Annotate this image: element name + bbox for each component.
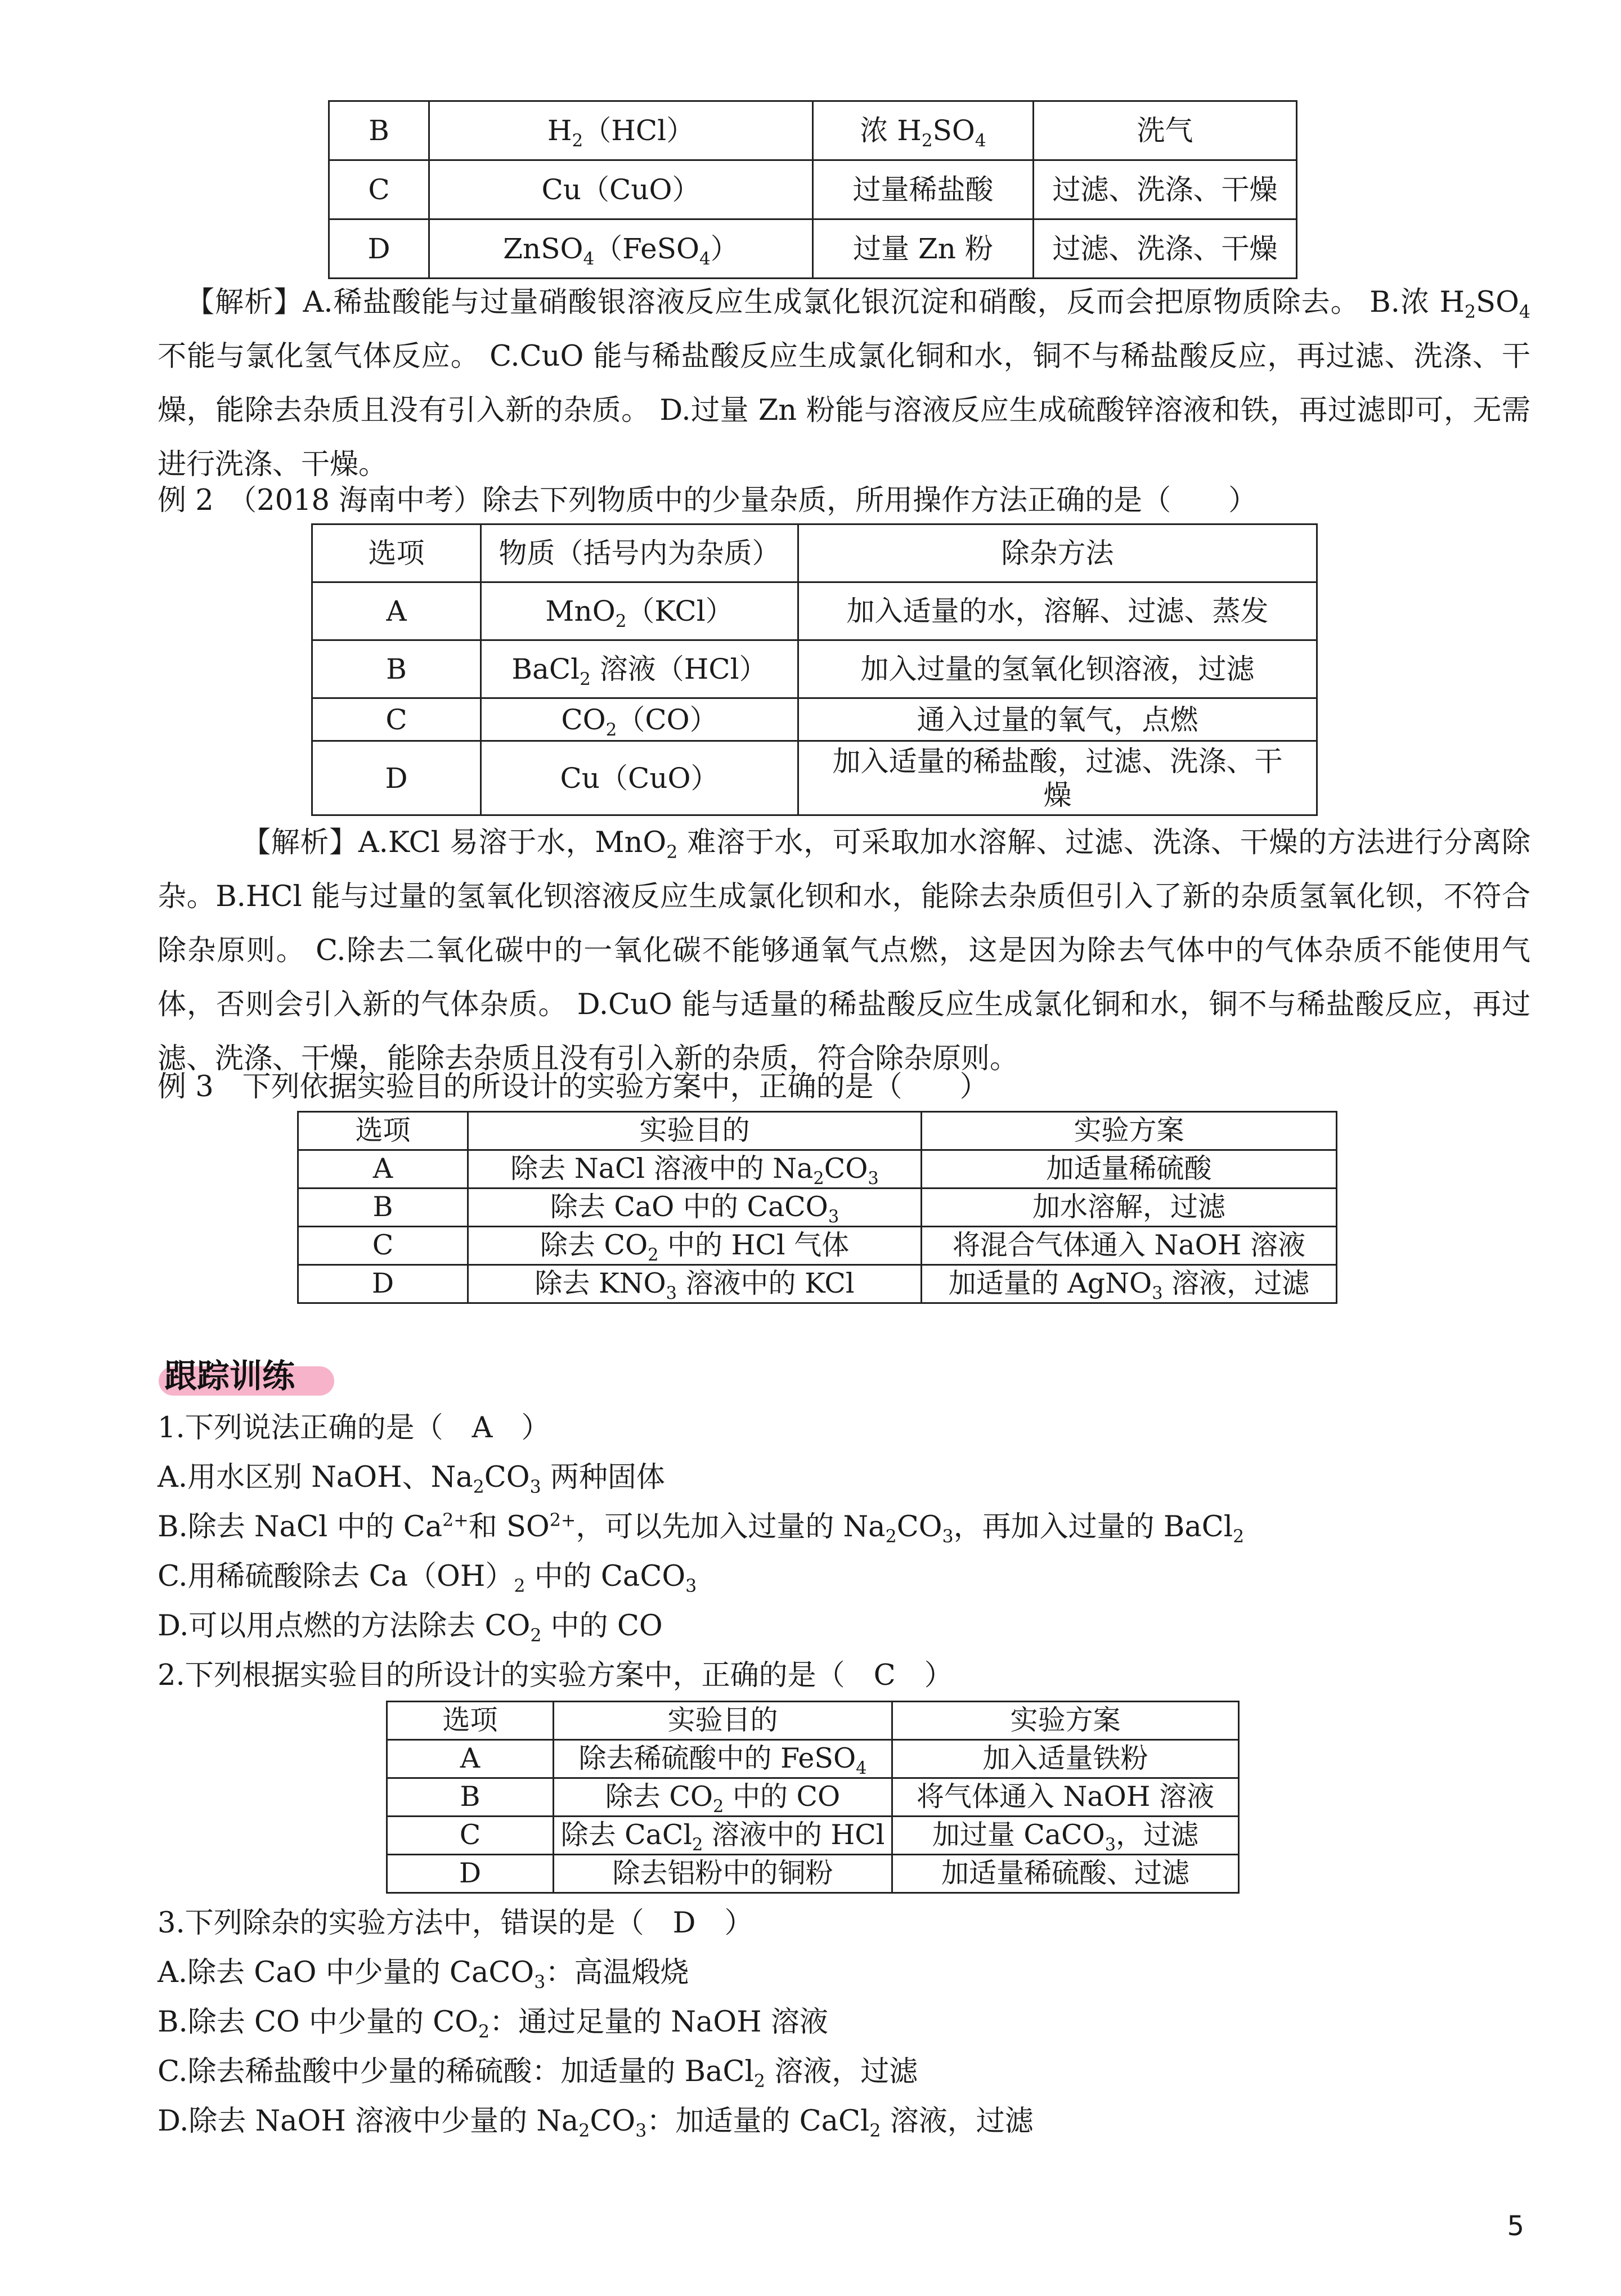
header-cell: 选项	[312, 524, 481, 582]
plan-cell: 将气体通入 NaOH 溶液	[892, 1778, 1239, 1817]
goal-cell: 除去 $CO_2$ 中的 CO	[554, 1778, 892, 1817]
substance-cell: Cu（CuO）	[481, 741, 798, 815]
goal-cell: 除去 $KNO_3$ 溶液中的 KCl	[468, 1265, 922, 1303]
question-1-option-c: C.用稀硫酸除去 $Ca(OH)_2$ 中的 CaCO$_3$	[158, 1560, 697, 1597]
question-3-option-a: A.除去 CaO 中少量的 CaCO$_3$：高温煅烧	[158, 1956, 689, 1993]
option-cell: D	[329, 219, 429, 279]
page-number: 5	[1507, 2210, 1524, 2242]
option-cell: C	[312, 698, 481, 741]
option-cell: D	[387, 1855, 554, 1893]
goal-cell: 除去铝粉中的铜粉	[554, 1855, 892, 1893]
table-row	[329, 160, 1297, 219]
question-1-stem: 1.下列说法正确的是（ A ）	[158, 1411, 550, 1445]
table-row	[298, 1265, 1337, 1303]
plan-cell: 加入适量铁粉	[892, 1740, 1239, 1778]
substance-cell: $CO_2(CO)$	[481, 698, 798, 741]
method-cell: 加入适量的稀盐酸，过滤、洗涤、干燥	[798, 741, 1317, 815]
table-row	[312, 741, 1317, 815]
example-3-question: 例 3 下列依据实验目的所设计的实验方案中，正确的是（ ）	[158, 1070, 989, 1104]
method-cell: 洗气	[1034, 101, 1297, 160]
question-2-table	[386, 1701, 1240, 1894]
option-cell: A	[298, 1150, 468, 1189]
option-cell: D	[312, 741, 481, 815]
header-cell: 除杂方法	[798, 524, 1317, 582]
option-cell: C	[387, 1817, 554, 1855]
example-2-table	[311, 523, 1318, 816]
reagent-cell: 浓 $H_2SO_4$	[813, 101, 1034, 160]
goal-cell: 除去 CaO 中的 CaCO$_3$	[468, 1189, 922, 1227]
option-cell: A	[312, 582, 481, 640]
substance-cell: ZnSO$_4$（FeSO$_4$）	[429, 219, 813, 279]
question-1-option-b: B.除去 NaCl 中的 $Ca^{2+}$和 $SO^{2+}$，可以先加入过量的 $Na_2CO_3$，再加入过量的 BaCl$_2$	[158, 1510, 1245, 1548]
table-row	[298, 1150, 1337, 1189]
goal-cell: 除去 NaCl 溶液中的 $Na_2CO_3$	[468, 1150, 922, 1189]
table-row	[298, 1227, 1337, 1265]
header-cell: 实验目的	[468, 1112, 922, 1150]
question-3-option-b: B.除去 CO 中少量的 $CO_2$：通过足量的 NaOH 溶液	[158, 2006, 828, 2043]
option-cell: B	[387, 1778, 554, 1817]
substance-cell: BaCl$_2$ 溶液（HCl）	[481, 640, 798, 698]
method-cell: 过滤、洗涤、干燥	[1034, 219, 1297, 279]
plan-cell: 加适量的 AgNO$_3$ 溶液，过滤	[922, 1265, 1337, 1303]
substance-cell: $H_2(HCl)$	[429, 101, 813, 160]
method-cell: 加入过量的氢氧化钡溶液，过滤	[798, 640, 1317, 698]
option-cell: A	[387, 1740, 554, 1778]
table-header-row	[298, 1112, 1337, 1150]
table-row	[329, 101, 1297, 160]
question-3-stem: 3.下列除杂的实验方法中，错误的是（ D ）	[158, 1907, 753, 1940]
option-cell: B	[298, 1189, 468, 1227]
option-cell: B	[312, 640, 481, 698]
plan-cell: 加过量 CaCO$_3$，过滤	[892, 1817, 1239, 1855]
table-row	[387, 1855, 1239, 1893]
section-badge	[159, 1355, 334, 1397]
header-cell: 选项	[387, 1702, 554, 1740]
method-cell: 通入过量的氧气，点燃	[798, 698, 1317, 741]
table-header-row	[387, 1702, 1239, 1740]
table-row	[329, 219, 1297, 279]
question-3-option-c: C.除去稀盐酸中少量的稀硫酸：加适量的 BaCl$_2$ 溶液，过滤	[158, 2055, 918, 2092]
question-3-option-d: D.除去 NaOH 溶液中少量的 $Na_2CO_3$：加适量的 CaCl$_2$ 溶液，过滤	[158, 2105, 1034, 2142]
substance-cell: MnO$_2$（KCl）	[481, 582, 798, 640]
header-cell: 实验目的	[554, 1702, 892, 1740]
plan-cell: 将混合气体通入 NaOH 溶液	[922, 1227, 1337, 1265]
option-cell: C	[298, 1227, 468, 1265]
header-cell: 选项	[298, 1112, 468, 1150]
example-2-question: 例 2 （2018 海南中考）除去下列物质中的少量杂质，所用操作方法正确的是（ ）	[158, 484, 1258, 517]
analysis-1: 【解析】A.稀盐酸能与过量硝酸银溶液反应生成氯化银沉淀和硝酸，反而会把原物质除去。 B.浓 $H_2SO_4$不能与氯化氢气体反应。 C.CuO 能与稀盐酸反应生成氯化铜和水，铜不与稀盐酸反应，再过滤、洗涤、干燥，能除去杂质且没有引入新的杂质。 D.过量 Zn 粉能与溶液反应生成硫酸锌溶液和铁，再过滤即可，无需进行洗涤、干燥。	[158, 286, 1530, 481]
question-1-option-a: A.用水区别 NaOH、$Na_2CO_3$ 两种固体	[158, 1461, 665, 1498]
badge-label: 跟踪训练	[164, 1357, 295, 1395]
example-3-table	[297, 1111, 1337, 1304]
table-row	[387, 1740, 1239, 1778]
table-row	[312, 640, 1317, 698]
table-row	[312, 698, 1317, 741]
method-cell: 过滤、洗涤、干燥	[1034, 160, 1297, 219]
header-cell: 实验方案	[892, 1702, 1239, 1740]
table-row	[387, 1778, 1239, 1817]
goal-cell: 除去 $CO_2$ 中的 HCl 气体	[468, 1227, 922, 1265]
table-continued	[328, 100, 1297, 279]
analysis-2: 【解析】A.KCl 易溶于水，MnO$_2$ 难溶于水，可采取加水溶解、过滤、洗涤、干燥的方法进行分离除杂。B.HCl 能与过量的氢氧化钡溶液反应生成氯化钡和水，能除去杂质但引入了新的杂质氢氧化钡，不符合除杂原则。 C.除去二氧化碳中的一氧化碳不能够通氧气点燃，这是因为除去气体中的气体杂质不能使用气体，否则会引入新的气体杂质。 D.CuO 能与适量的稀盐酸反应生成氯化铜和水，铜不与稀盐酸反应，再过滤、洗涤、干燥，能除去杂质且没有引入新的杂质，符合除杂原则。	[158, 826, 1531, 1075]
goal-cell: 除去稀硫酸中的 FeSO$_4$	[554, 1740, 892, 1778]
table-row	[387, 1817, 1239, 1855]
plan-cell: 加水溶解，过滤	[922, 1189, 1337, 1227]
question-2-stem: 2.下列根据实验目的所设计的实验方案中，正确的是（ C ）	[158, 1659, 953, 1692]
option-cell: B	[329, 101, 429, 160]
plan-cell: 加适量稀硫酸	[922, 1150, 1337, 1189]
table-row	[312, 582, 1317, 640]
option-cell: C	[329, 160, 429, 219]
table-header-row	[312, 524, 1317, 582]
option-cell: D	[298, 1265, 468, 1303]
substance-cell: Cu（CuO）	[429, 160, 813, 219]
header-cell: 物质（括号内为杂质）	[481, 524, 798, 582]
reagent-cell: 过量 Zn 粉	[813, 219, 1034, 279]
header-cell: 实验方案	[922, 1112, 1337, 1150]
method-cell: 加入适量的水，溶解、过滤、蒸发	[798, 582, 1317, 640]
goal-cell: 除去 CaCl$_2$ 溶液中的 HCl	[554, 1817, 892, 1855]
table-row	[298, 1189, 1337, 1227]
question-1-option-d: D.可以用点燃的方法除去 $CO_2$ 中的 CO	[158, 1609, 663, 1647]
reagent-cell: 过量稀盐酸	[813, 160, 1034, 219]
plan-cell: 加适量稀硫酸、过滤	[892, 1855, 1239, 1893]
